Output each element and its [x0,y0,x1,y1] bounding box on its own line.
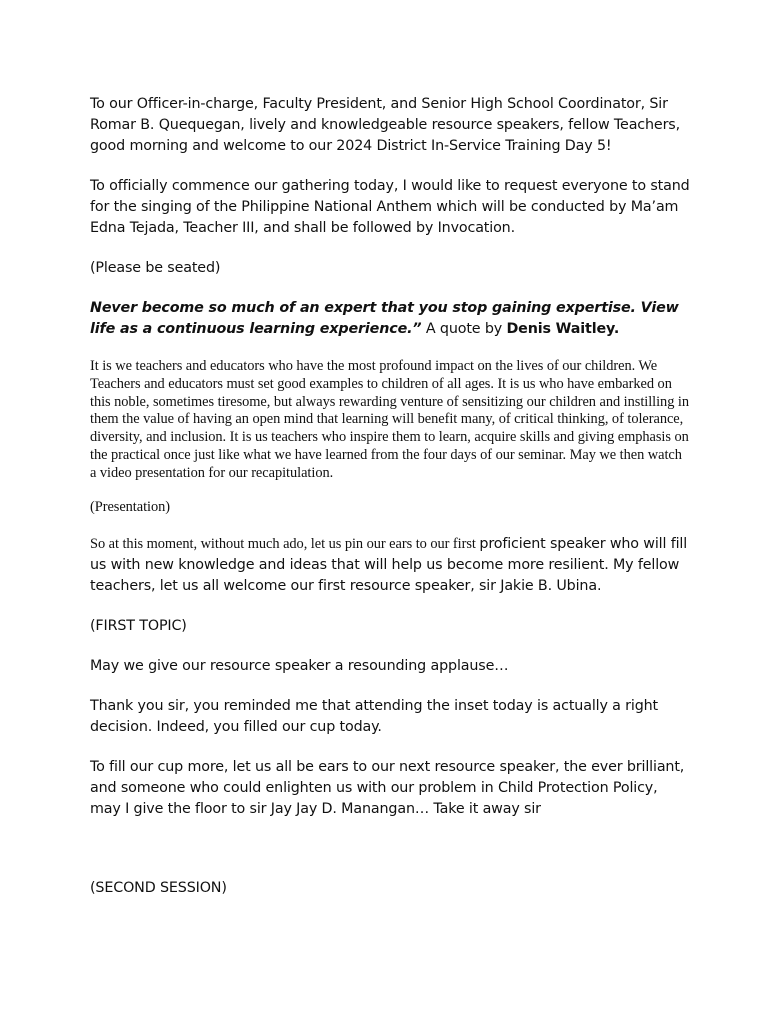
intro-serif-part: So at this moment, without much ado, let us pin our ears to our first [90,536,480,553]
educators-paragraph: It is we teachers and educators who have the most profound impact on the lives of our children. We Teachers and educators must set good examples to children of all ages. It is us who have embarked on this noble, sometimes tiresome, but always rewarding venture of sensitizing our children and instilling in them the value of having an open mind that learning will benefit many, of critical thinking, of tolerance, diversity, and inclusion. It is us teachers who inspire them to learn, acquire skills and giving emphasis on the practical once just like what we have learned from the four days of our seminar. May we then watch a video presentation for our recapitulation. [90,358,689,481]
second-session-cue: (SECOND SESSION) [90,880,227,897]
first-topic-cue: (FIRST TOPIC) [90,618,187,635]
intro-sans-part: proficient speaker who will fill us with new knowledge and ideas that will help us become more resilient. My fellow teachers, let us all welcome our first resource speaker, sir Jakie B. Ubina. [90,536,688,595]
please-be-seated-cue: (Please be seated) [90,260,221,276]
applause-line: May we give our resource speaker a resounding applause… [90,658,509,675]
quote-attribution-prefix: A quote by [421,321,507,337]
quote-paragraph [90,298,690,340]
presentation-cue: (Presentation) [90,498,171,515]
thanks-paragraph: Thank you sir, you reminded me that attending the inset today is actually a right decision. Indeed, you filled our cup today. [90,698,659,736]
first-speaker-intro-paragraph [90,534,690,597]
quote-author: Denis Waitley. [506,321,620,337]
document-page [90,94,690,899]
quote-text: Never become so much of an expert that you stop gaining expertise. View life as a continuous learning experience.” [90,300,679,337]
anthem-paragraph: To officially commence our gathering today, I would like to request everyone to stand for the singing of the Philippine National Anthem which will be conducted by Ma’am Edna Tejada, Teacher III, and shall be followed by Invocation. [90,178,690,236]
greeting-paragraph: To our Officer-in-charge, Faculty President, and Senior High School Coordinator, Sir Romar B. Quequegan, lively and knowledgeable resource speakers, fellow Teachers, good morning and welcome to our 2024 District In-Service Training Day 5! [90,96,680,154]
next-speaker-paragraph: To fill our cup more, let us all be ears to our next resource speaker, the ever brilliant, and someone who could enlighten us with our problem in Child Protection Policy, may I give the floor to sir Jay Jay D. Manangan… Take it away sir [90,759,685,818]
